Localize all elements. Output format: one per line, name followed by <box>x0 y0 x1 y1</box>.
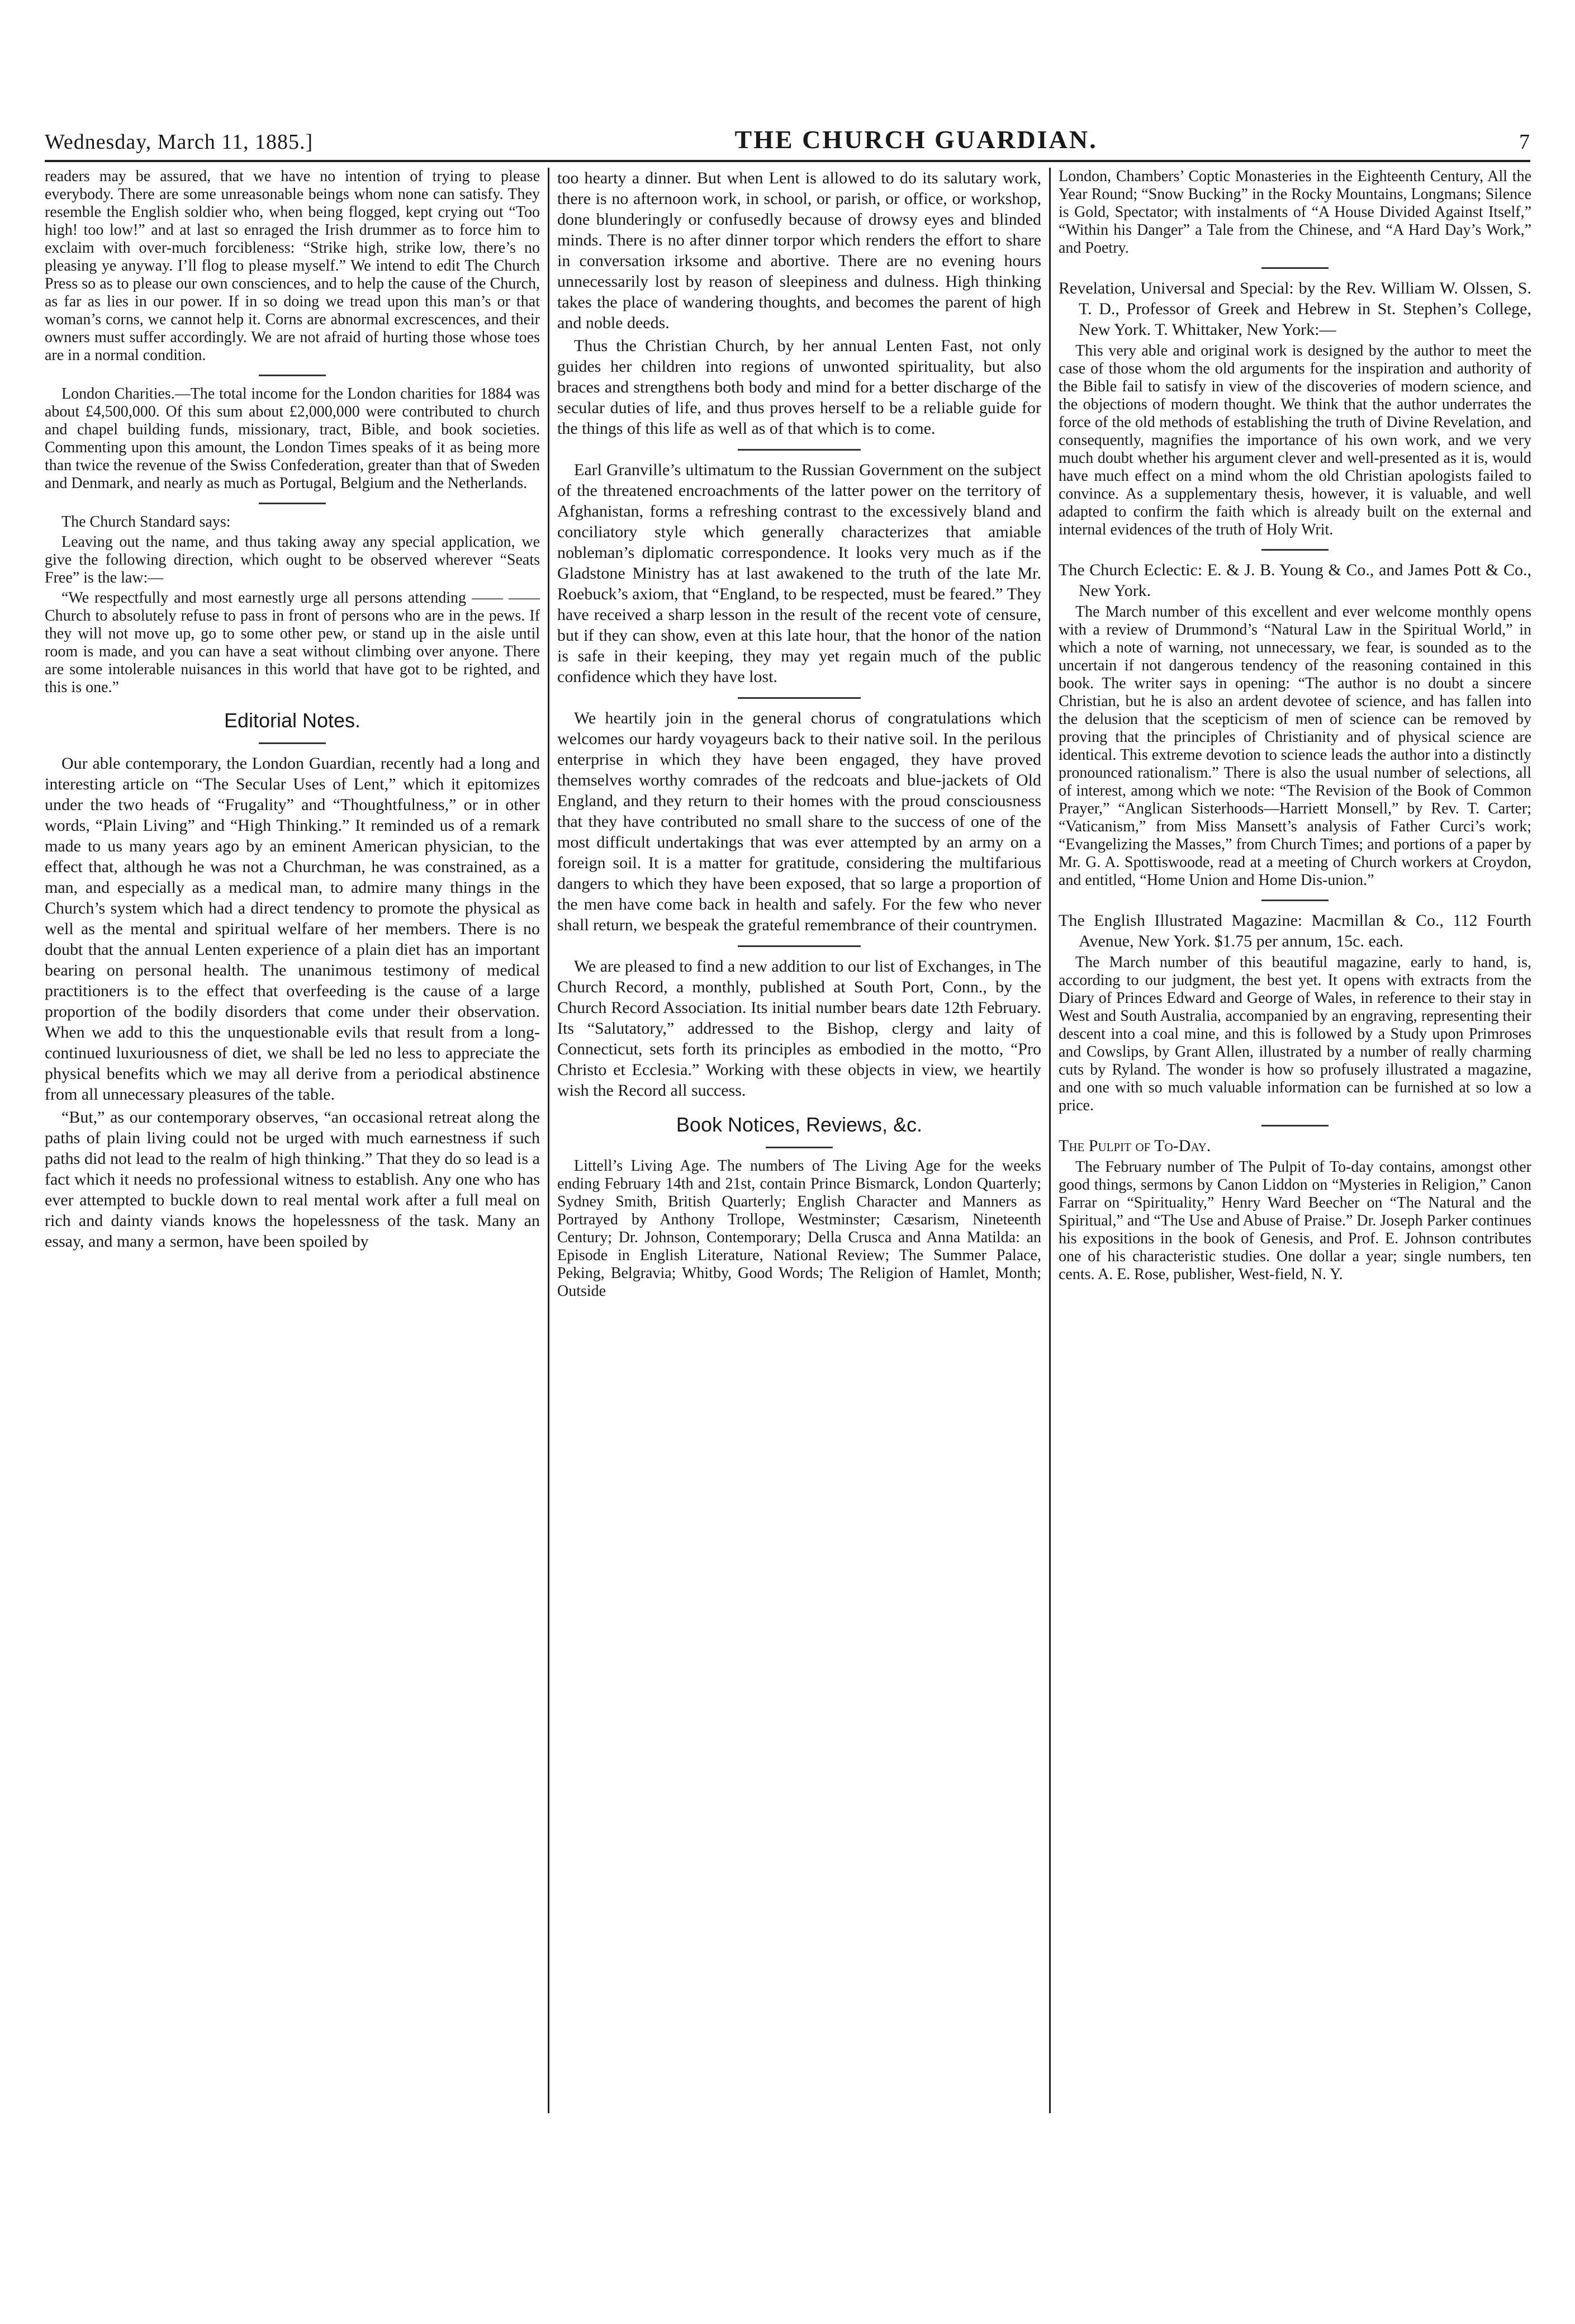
editorial-paragraph: Our able contemporary, the London Guardian, recently had a long and interesting article on “The Secular Uses of Lent,” which it epitomizes under the two heads of “Frugality” and “Thoughtfulness,” or in other words, “Plain Living” and “High Thinking.” It reminded us of a remark made to us many years ago by an eminent American physician, to the effect that, although he was not a Churchman, he was constrained, as a man, and especially as a medical man, to admire many things in the Church’s system which had a direct tendency to promote the physical as well as the mental and spiritual welfare of her members. There is no doubt that the annual Lenten experience of a plain diet has an important bearing on personal health. The unanimous testimony of medical practitioners is to the effect that overfeeding is the cause of a large proportion of the bodily disorders that come under their observation. When we add to this the unquestionable evils that result from a long-continued luxuriousness of diet, we shall be led no less to appreciate the physical benefits which we may all derive from a periodical abstinence from all unnecessary pleasures of the table. <box>45 754 540 1104</box>
issue-date: Wednesday, March 11, 1885.] <box>45 130 314 154</box>
book-notice-title: Revelation, Universal and Special: by the Rev. William W. Olssen, S. T. D., Professor of Greek and Hebrew in St. Stephen’s College, New York. T. Whittaker, New York:— <box>1059 279 1531 339</box>
book-notices-heading: Book Notices, Reviews, &c. <box>676 1113 923 1136</box>
church-standard-quote: “We respectfully and most earnestly urge all persons attending —— —— Church to absolutely refuse to pass in front of persons who are in the pews. If they will not move up, go to some other pew, or stand up in the aisle until room is made, and you can have a seat without climbing over anyone. There are some intolerable nuisances in this world that have got to be righted, and this is one.” <box>45 589 540 696</box>
church-standard-quote: Leaving out the name, and thus taking away any special application, we give the following direction, which ought to be observed wherever “Seats Free” is the law:— <box>45 533 540 586</box>
book-notice-paragraph: The February number of The Pulpit of To-day contains, amongst other good things, sermons by Canon Liddon on “Mysteries in Religion,” Canon Farrar on “Spirituality,” Henry Ward Beecher on “The Natural and the Spiritual,” and “The Use and Abuse of Praise.” Dr. Joseph Parker continues his expositions in the book of Genesis, and Prof. E. Johnson contributes one of his characteristic studies. One dollar a year; single numbers, ten cents. A. E. Rose, publisher, West-field, N. Y. <box>1059 1158 1531 1283</box>
editorial-notes-heading: Editorial Notes. <box>224 709 361 732</box>
article-columns <box>45 168 1531 2113</box>
book-notice-title: The English Illustrated Magazine: Macmillan & Co., 112 Fourth Avenue, New York. $1.75 per annum, 15c. each. <box>1059 911 1531 950</box>
editorial-paragraph: “But,” as our contemporary observes, “an occasional retreat along the paths of plain living could not be urged with much earnestness if such paths did not lead to the realm of high thinking.” That they do so lead is a fact which it needs no professional witness to establish. Any one who has ever attempted to buckle down to real mental work after a full meal on rich and dainty viands knows the hopelessness of the task. Many an essay, and many a sermon, have been spoiled by <box>45 1108 540 1251</box>
section-divider <box>738 945 861 947</box>
section-divider <box>738 449 861 451</box>
editorial-paragraph: Thus the Christian Church, by her annual Lenten Fast, not only guides her children into regions of unwonted spirituality, but also braces and strengthens both body and mind for a better discharge of the secular duties of life, and thus proves herself to be a reliable guide for the things of this life as well as of that which is to come. <box>557 337 1041 438</box>
section-divider <box>738 697 861 699</box>
book-notice-paragraph: This very able and original work is designed by the author to meet the case of those whom the old arguments for the inspiration and authority of the Bible fail to satisfy in view of the discoveries of modern science, and the objections of modern thought. We think that the author underrates the force of the old methods of establishing the truth of Divine Revelation, and consequently, magnifies the importance of his own work, and we very much doubt whether his argument clever and well-presented as it is, would have much effect on a mind whom the old Christian apologists failed to convince. As a supplementary thesis, however, it is valuable, and well adapted to confirm the faith which is already built on the external and internal evidences of the truth of Holy Writ. <box>1059 342 1531 538</box>
section-divider <box>1261 549 1329 551</box>
book-notice-paragraph: The March number of this beautiful magazine, early to hand, is, according to our judgment, the best yet. It opens with extracts from the Diary of Princes Edward and George of Wales, in reference to their stay in West and South Australia, accompanied by an engraving, representing their descent into a coal mine, and this is followed by a Study upon Primroses and Cowslips, by Grant Allen, illustrated by a number of really charming cuts by Ryland. The wonder is how so profusely illustrated a magazine, and one with so much valuable information can be furnished at so low a price. <box>1059 954 1531 1114</box>
section-divider <box>766 1147 833 1148</box>
section-divider <box>259 375 326 376</box>
newspaper-title: THE CHURCH GUARDIAN. <box>734 125 1098 154</box>
editorial-paragraph: Earl Granville’s ultimatum to the Russian Government on the subject of the threatened encroachments of the latter power on the territory of Afghanistan, forms a refreshing contrast to the excessively bland and conciliatory style which generally characterizes that amiable nobleman’s diplomatic correspondence. It looks very much as if the Gladstone Ministry has at last awakened to the truth of the late Mr. Roebuck’s axiom, that “England, to be respected, must be feared.” They have received a sharp lesson in the result of the recent vote of censure, but if they can show, even at this late hour, that the honor of the nation is safe in their keeping, they may yet regain much of the public confidence which they have lost. <box>557 461 1041 686</box>
london-charities-paragraph: London Charities.—The total income for the London charities for 1884 was about £4,500,000. Of this sum about £2,000,000 were contributed to church and chapel building funds, missionary, tract, Bible, and book societies. Commenting upon this amount, the London Times speaks of it as being more than twice the revenue of the Swiss Confederation, greater than that of Sweden and Denmark, and nearly as much as Portugal, Belgium and the Netherlands. <box>45 385 540 492</box>
masthead <box>45 123 1530 162</box>
book-notice-paragraph: London, Chambers’ Coptic Monasteries in the Eighteenth Century, All the Year Round; “Snow Bucking” in the Rocky Mountains, Longmans; Silence is Gold, Spectator; with instalments of “A House Divided Against Itself,” “Within his Danger” a Tale from the Chinese, and “A Hard Day’s Work,” and Poetry. <box>1059 168 1531 257</box>
editorial-paragraph: We heartily join in the general chorus of congratulations which welcomes our hardy voyageurs back to their native soil. In the perilous enterprise in which they have been engaged, they have proved themselves worthy comrades of the redcoats and blue-jackets of Old England, and they return to their homes with the proud consciousness that they have contributed no small share to the success of one of the most difficult undertakings that was ever attempted by an army on a foreign soil. It is a matter for gratitude, considering the multifarious dangers to which they have been exposed, that so large a proportion of the men have come back in health and safely. For the few who never shall return, we bespeak the grateful remembrance of their countrymen. <box>557 709 1041 934</box>
book-notice-title: The Church Eclectic: E. & J. B. Young & Co., and James Pott & Co., New York. <box>1059 561 1531 600</box>
column-right <box>1051 168 1531 2113</box>
column-middle <box>548 168 1051 2113</box>
page-number: 7 <box>1519 130 1530 154</box>
article-paragraph: readers may be assured, that we have no intention of trying to please everybody. There are some unreasonable beings whom none can satisfy. They resemble the English soldier who, when being flogged, kept crying out “Too high! too low!” and at last so enraged the Irish drummer as to force him to exclaim with over-much forcibleness: “Strike high, strike low, there’s no pleasing ye anyway. I’ll flog to please myself.” We intend to edit The Church Press so as to please our own consciences, and to help the cause of the Church, as far as lies in our power. If in so doing we tread upon this man’s or that woman’s corns, we cannot help it. Corns are abnormal excrescences, and their owners must suffer accordingly. We are not afraid of hurting those whose toes are in a normal condition. <box>45 168 540 364</box>
editorial-paragraph: We are pleased to find a new addition to our list of Exchanges, in The Church Record, a monthly, published at South Port, Conn., by the Church Record Association. Its initial number bears date 12th February. Its “Salutatory,” addressed to the Bishop, clergy and laity of Connecticut, sets forth its principles as embodied in the motto, “Pro Christo et Ecclesia.” Working with these objects in view, we heartily wish the Record all success. <box>557 957 1041 1100</box>
section-divider <box>259 503 326 504</box>
section-divider <box>259 742 326 744</box>
column-left <box>45 168 548 2113</box>
book-notice-title: The Pulpit of To-Day. <box>1059 1137 1211 1155</box>
section-divider <box>1261 1125 1329 1126</box>
book-notice-paragraph: The March number of this excellent and ever welcome monthly opens with a review of Drummond’s “Natural Law in the Spiritual World,” in which a note of warning, not unnecessary, we fear, is sounded as to the uncertain if not dangerous tendency of the reasoning contained in this book. The writer says in opening: “The author is no doubt a sincere Christian, but he is also an ardent devotee of science, and has fallen into the delusion that the scepticism of men of science can be removed by proving that the principles of Christianity and of physical science are identical. This extreme devotion to science leads the author into a distinctly pronounced rationalism.” There is also the usual number of selections, all of interest, among which we note: “The Revision of the Book of Common Prayer,” “Anglican Sisterhoods—Harriett Monsell,” by Rev. T. Carter; “Vaticanism,” from Miss Mansett’s analysis of Father Curci’s work; “Evangelizing the Masses,” from Church Times; and portions of a paper by Mr. G. A. Spottiswoode, read at a meeting of Church workers at Croydon, and entitled, “Home Union and Home Dis-union.” <box>1059 603 1531 889</box>
book-notice-paragraph: Littell’s Living Age. The numbers of The Living Age for the weeks ending February 14th and 21st, contain Prince Bismarck, London Quarterly; Sydney Smith, British Quarterly; English Character and Manners as Portrayed by Anthony Trollope, Westminster; Cæsarism, Nineteenth Century; Dr. Johnson, Contemporary; Della Crusca and Anna Matilda: an Episode in English Literature, National Review; The Summer Palace, Peking, Belgravia; Whitby, Good Words; The Religion of Hamlet, Month; Outside <box>557 1157 1041 1300</box>
section-divider <box>1261 900 1329 901</box>
editorial-paragraph: too hearty a dinner. But when Lent is allowed to do its salutary work, there is no afternoon work, in school, or parish, or office, or workshop, done blunderingly or confusedly because of drowsy eyes and blinded minds. There is no after dinner torpor which renders the effort to share in conversation irksome and abortive. There are no evening hours unnecessarily lost by reason of sleepiness and dulness. High thinking takes the place of wandering thoughts, and becomes the parent of high and noble deeds. <box>557 169 1041 332</box>
section-divider <box>1261 267 1329 269</box>
church-standard-intro: The Church Standard says: <box>61 513 231 531</box>
